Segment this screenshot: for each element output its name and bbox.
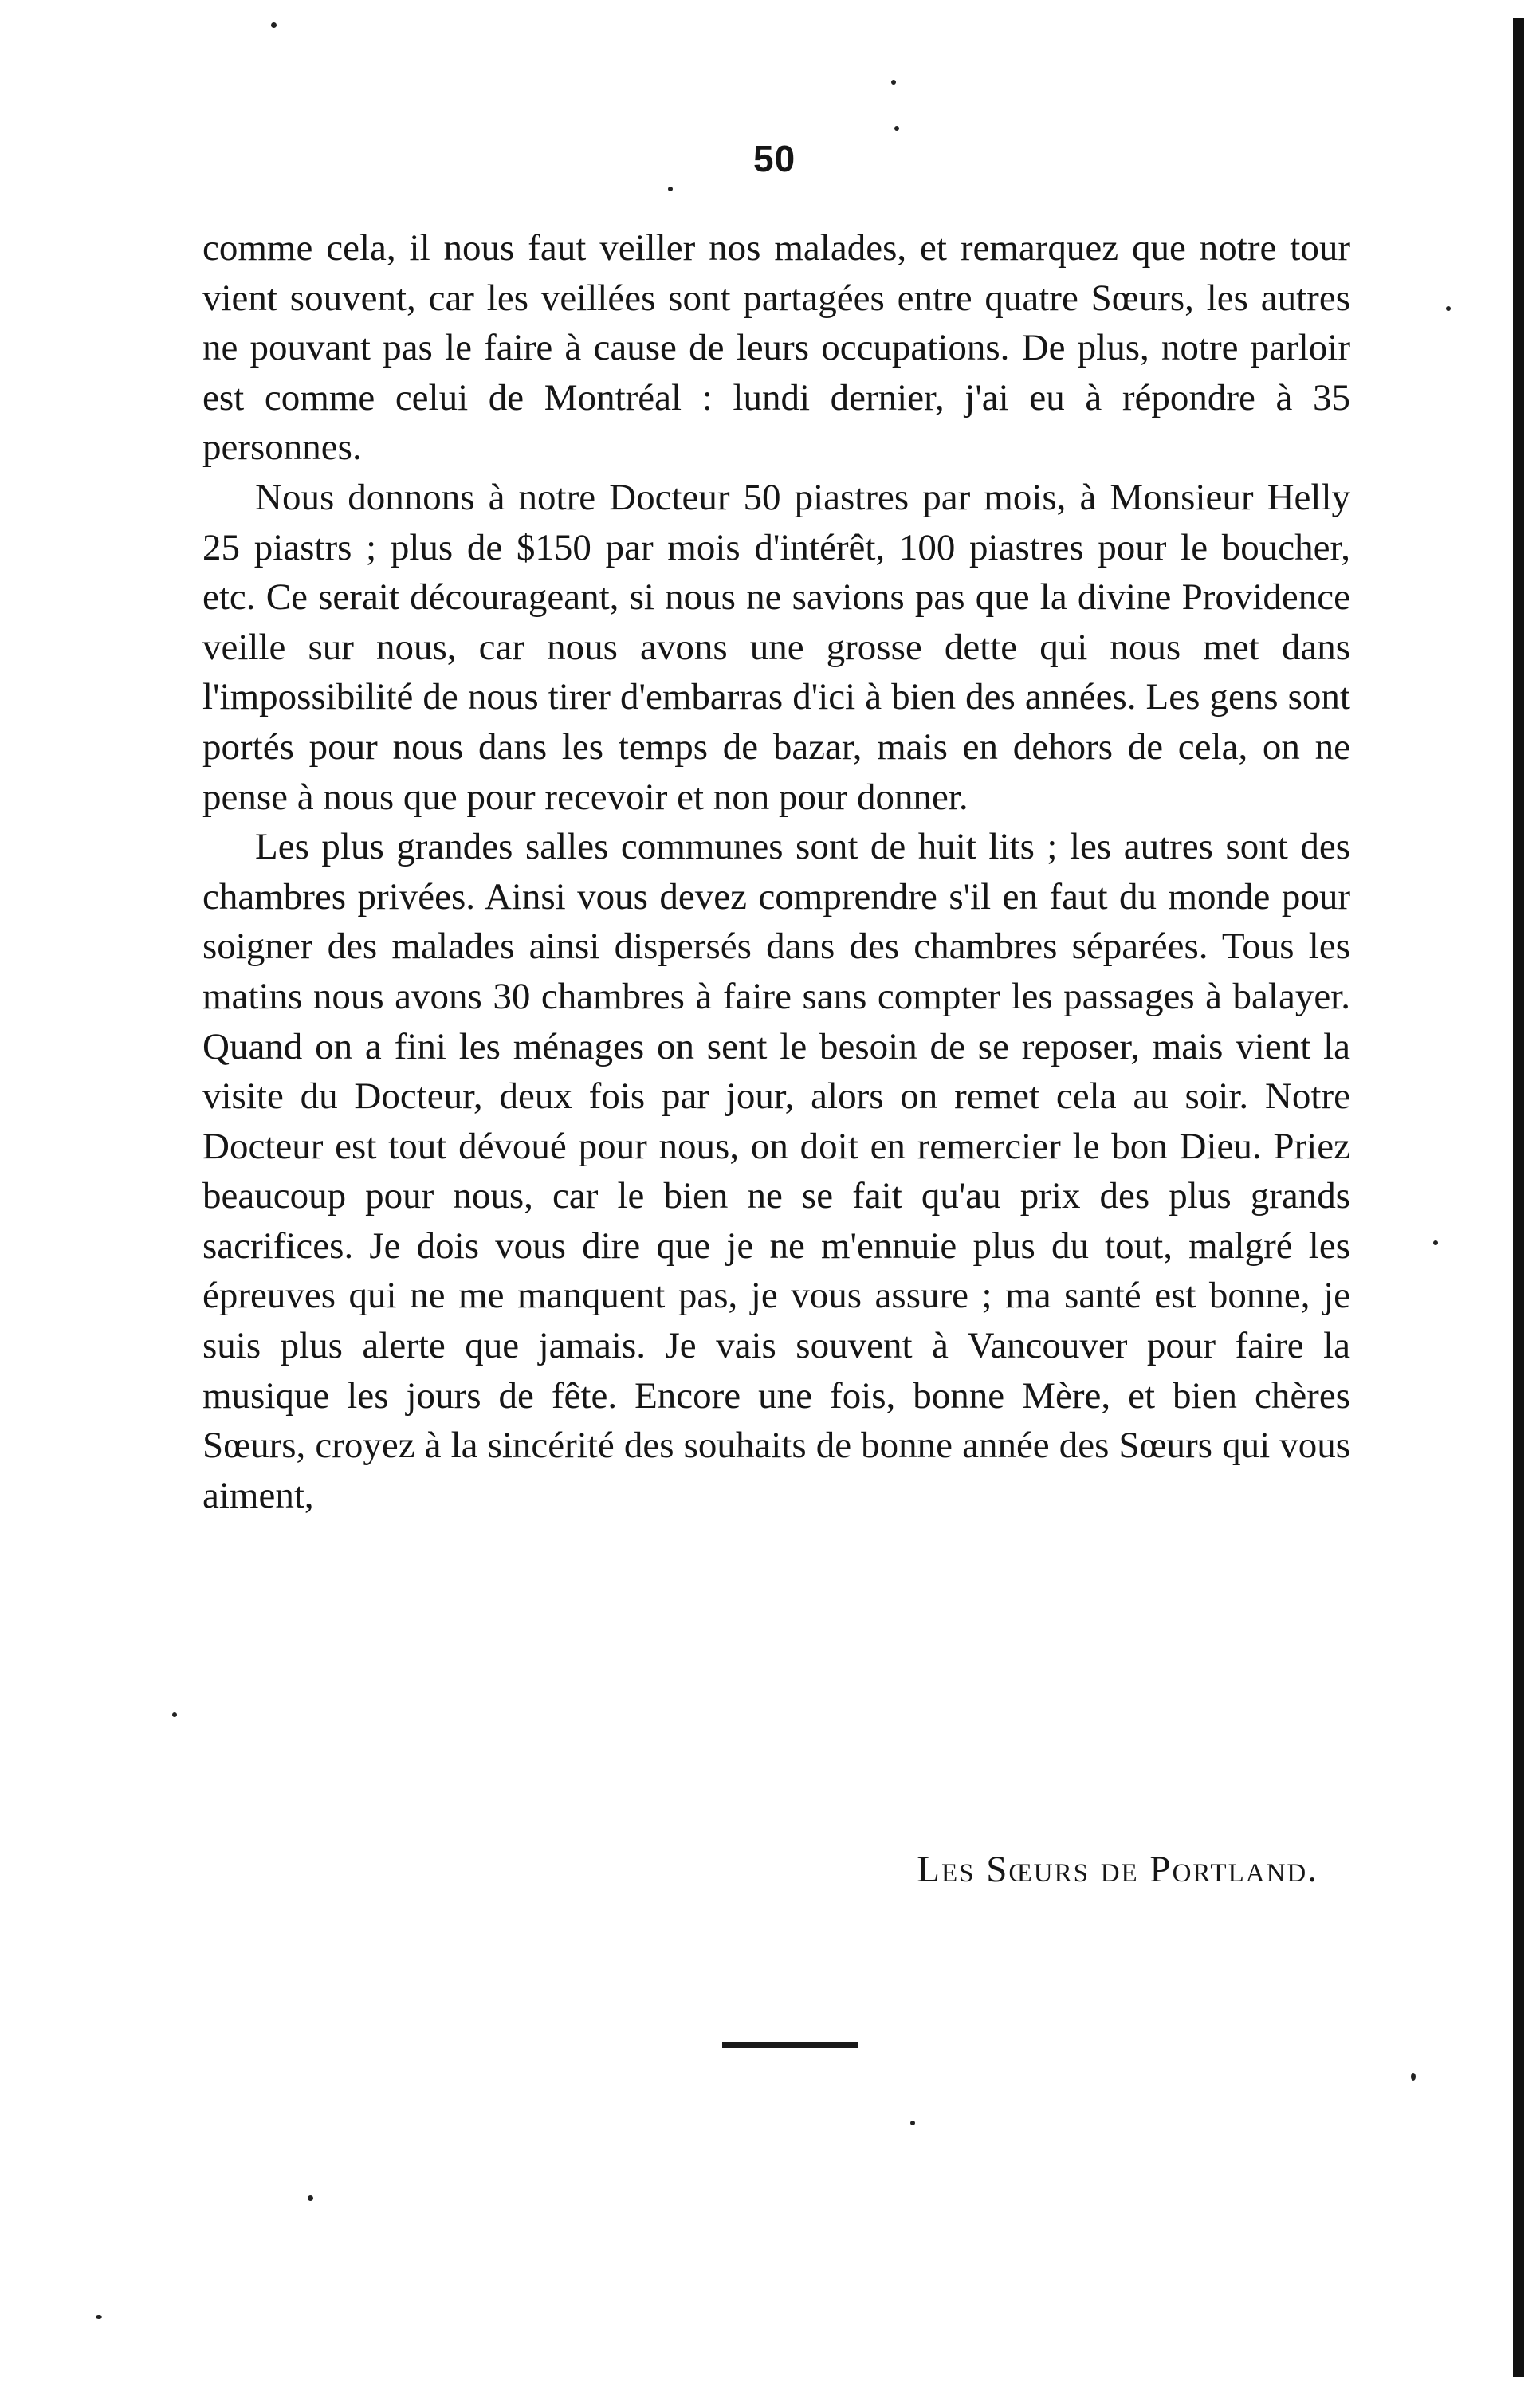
scan-speck — [894, 126, 899, 131]
paragraph-3: Les plus grandes salles communes sont de huit lits ; les autres sont des chambres privées. Ainsi vous devez comprendre s'il en faut du monde pour soigner des malades ainsi dispersés dans des chambres séparées. Tous les matins nous avons 30 chambres à faire sans compter les passages à balayer. Quand on a fini les ménages on sent le besoin de se reposer, mais vient la visite du Docteur, deux fois par jour, alors on remet cela au soir. Notre Docteur est tout dévoué pour nous, on doit en remercier le bon Dieu. Priez beaucoup pour nous, car le bien ne se fait qu'au prix des plus grands sacrifices. Je dois vous dire que je ne m'ennuie plus du tout, malgré les épreuves qui ne me manquent pas, je vous assure ; ma santé est bonne, je suis plus alerte que jamais. Je vais souvent à Vancouver pour faire la musique les jours de fête. Encore une fois, bonne Mère, et bien chères Sœurs, croyez à la sincérité des souhaits de bonne année des Sœurs qui vous aiment, — [202, 826, 1350, 1516]
scan-edge-bar — [1513, 18, 1524, 2377]
scan-speck — [1433, 1240, 1438, 1245]
scan-speck — [1446, 306, 1451, 311]
closing-rule — [722, 2042, 858, 2048]
scan-speck — [96, 2315, 102, 2319]
signature: Les Sœurs de Portland. — [917, 1849, 1318, 1890]
paragraph-1: comme cela, il nous faut veiller nos malades, et remarquez que notre tour vient souvent, car les veillées sont partagées entre quatre Sœurs, les autres ne pouvant pas le faire à cause de leurs occupations. De plus, notre parloir est comme celui de Montréal : lundi dernier, j'ai eu à répondre à 35 personnes. — [202, 227, 1350, 469]
scan-speck — [308, 2195, 313, 2201]
scan-speck — [1411, 2073, 1416, 2081]
scan-speck — [172, 1712, 177, 1717]
scan-speck — [891, 80, 896, 85]
scan-speck — [668, 187, 673, 191]
body-text — [202, 223, 1350, 1520]
scan-speck — [271, 22, 277, 28]
scan-speck — [910, 2121, 915, 2125]
page-number: 50 — [753, 138, 796, 179]
paragraph-2: Nous donnons à notre Docteur 50 piastres par mois, à Monsieur Helly 25 piastrs ; plus de $150 par mois d'intérêt, 100 piastres pour le boucher, etc. Ce serait décourageant, si nous ne savions pas que la divine Providence veille sur nous, car nous avons une grosse dette qui nous met dans l'impossibilité de nous tirer d'embarras d'ici à bien des années. Les gens sont portés pour nous dans les temps de bazar, mais en dehors de cela, on ne pense à nous que pour recevoir et non pour donner. — [202, 476, 1350, 818]
